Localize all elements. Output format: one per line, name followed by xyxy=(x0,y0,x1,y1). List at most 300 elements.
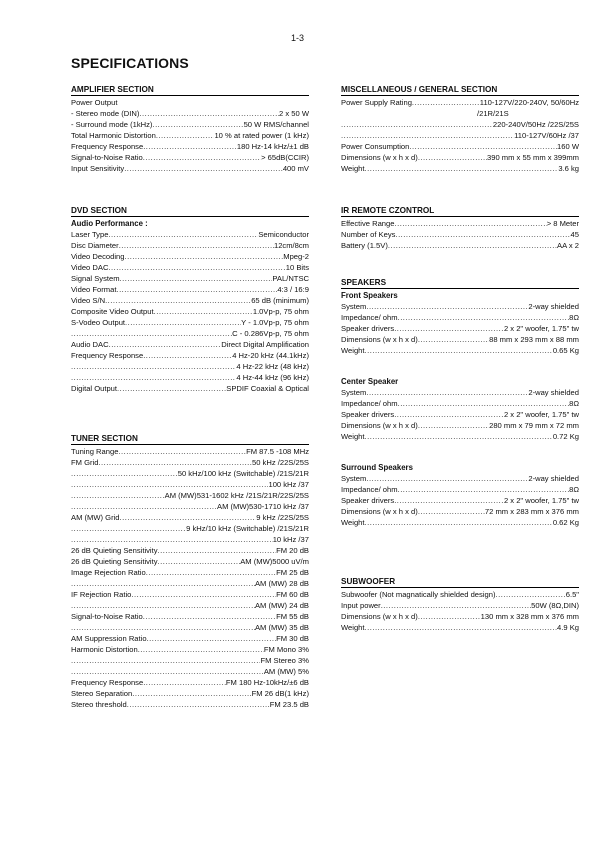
amplifier-section xyxy=(71,84,309,174)
spec-value: PAL/NTSC xyxy=(272,274,309,283)
dot-leader xyxy=(366,387,528,398)
spec-label: Impedance/ ohm xyxy=(341,485,398,494)
spec-value: 130 mm x 328 mm x 376 mm xyxy=(480,612,579,621)
spec-row xyxy=(71,446,309,457)
spec-label: Weight xyxy=(341,518,365,527)
spec-value: 280 mm x 79 mm x 72 mm xyxy=(489,421,579,430)
spec-value: 4 Hz-20 kHz (44.1kHz) xyxy=(232,351,309,360)
spec-row xyxy=(71,468,309,479)
dot-leader xyxy=(71,468,178,479)
spec-label: Power Consumption xyxy=(341,142,410,151)
spec-row xyxy=(341,398,579,409)
dot-leader xyxy=(71,666,264,677)
dot-leader xyxy=(71,578,255,589)
dot-leader xyxy=(366,301,528,312)
dot-leader xyxy=(496,589,566,600)
dot-leader xyxy=(365,517,553,528)
spec-label: Speaker drivers xyxy=(341,496,395,505)
page-number: 1-3 xyxy=(290,33,304,43)
spec-label: Total Harmonic Distortion xyxy=(71,131,156,140)
spec-value: 110-127V/60Hz /37 xyxy=(514,131,579,140)
spec-row xyxy=(341,108,579,119)
section-subtitle: Surround Speakers xyxy=(341,463,413,472)
spec-label: Audio DAC xyxy=(71,340,109,349)
spec-value: Y - 1.0Vp-p, 75 ohm xyxy=(241,318,309,327)
spec-label: Power Output xyxy=(71,98,118,107)
spec-value: 0.62 Kg xyxy=(552,518,579,527)
spec-value: 65 dB (minimum) xyxy=(251,296,309,305)
spec-value: Direct Digital Amplification xyxy=(221,340,309,349)
dot-leader xyxy=(341,130,514,141)
dot-leader xyxy=(139,108,279,119)
spec-row xyxy=(341,622,579,633)
spec-row xyxy=(71,240,309,251)
spec-value: 88 mm x 293 mm x 88 mm xyxy=(489,335,579,344)
dot-leader xyxy=(116,284,277,295)
dot-leader xyxy=(395,229,570,240)
spec-label: Input power xyxy=(341,601,381,610)
spec-row xyxy=(71,699,309,710)
dot-leader xyxy=(394,495,504,506)
spec-row xyxy=(71,688,309,699)
section-subtitle: Audio Performance : xyxy=(71,219,148,228)
spec-label: Impedance/ ohm xyxy=(341,313,398,322)
dot-leader xyxy=(398,312,570,323)
ir-remote-section xyxy=(341,205,579,251)
dot-leader xyxy=(409,141,557,152)
dot-leader xyxy=(138,644,264,655)
spec-label: AM Suppression Ratio xyxy=(71,634,147,643)
spec-row xyxy=(71,361,309,372)
spec-row xyxy=(71,251,309,262)
misc-section xyxy=(341,84,579,174)
spec-row xyxy=(341,600,579,611)
spec-value: 10 % at rated power (1 kHz) xyxy=(214,131,309,140)
spec-row xyxy=(71,611,309,622)
dot-leader xyxy=(152,119,243,130)
spec-label: Tuning Range xyxy=(71,447,119,456)
spec-row xyxy=(341,495,579,506)
spec-value: 2-way shielded xyxy=(528,474,579,483)
spec-label: Input Sensitivity xyxy=(71,164,125,173)
dot-leader xyxy=(365,345,553,356)
spec-value: FM Mono 3% xyxy=(263,645,309,654)
spec-row xyxy=(341,163,579,174)
dot-leader xyxy=(147,633,277,644)
spec-label: Image Rejection Ratio xyxy=(71,568,146,577)
spec-row xyxy=(71,339,309,350)
spec-value: AM (MW)5000 uV/m xyxy=(240,557,309,566)
spec-label: 26 dB Quieting Sensitivity xyxy=(71,546,158,555)
spec-label: Stereo threshold xyxy=(71,700,127,709)
dvd-section xyxy=(71,205,309,394)
spec-value: 9 kHz/10 kHz (Switchable) /21S/21R xyxy=(186,524,309,533)
spec-row xyxy=(71,589,309,600)
spec-value: 0.65 Kg xyxy=(552,346,579,355)
spec-row xyxy=(71,97,309,108)
spec-row xyxy=(71,295,309,306)
spec-value: Mpeg-2 xyxy=(283,252,309,261)
spec-value: 45 xyxy=(570,230,579,239)
dot-leader xyxy=(71,622,255,633)
spec-value: 10 kHz /37 xyxy=(272,535,309,544)
spec-row xyxy=(341,141,579,152)
spec-label: FM Grid xyxy=(71,458,99,467)
spec-value: FM 23.5 dB xyxy=(269,700,309,709)
dot-leader xyxy=(143,611,276,622)
dot-leader xyxy=(341,119,493,130)
dot-leader xyxy=(418,334,489,345)
spec-label: - Stereo mode (DIN) xyxy=(71,109,140,118)
spec-label: Signal-to-Noise Ratio xyxy=(71,153,143,162)
spec-value: 0.72 Kg xyxy=(552,432,579,441)
spec-label: Weight xyxy=(341,623,365,632)
dot-leader xyxy=(158,556,241,567)
spec-row xyxy=(71,512,309,523)
dot-leader xyxy=(108,262,285,273)
dot-leader xyxy=(394,409,504,420)
spec-label: Speaker drivers xyxy=(341,324,395,333)
spec-value: 2-way shielded xyxy=(528,302,579,311)
spec-row xyxy=(71,666,309,677)
spec-label: Frequency Response xyxy=(71,678,144,687)
dot-leader xyxy=(124,163,283,174)
spec-label: Impedance/ ohm xyxy=(341,399,398,408)
dot-leader xyxy=(124,251,283,262)
spec-label: Dimensions (w x h x d) xyxy=(341,421,418,430)
spec-row xyxy=(341,323,579,334)
spec-value: /21R/21S xyxy=(477,109,509,118)
dot-leader xyxy=(366,473,528,484)
spec-row xyxy=(341,431,579,442)
spec-value: FM 55 dB xyxy=(276,612,309,621)
spec-label: System xyxy=(341,474,367,483)
spec-value: > 8 Meter xyxy=(546,219,579,228)
dot-leader xyxy=(394,218,546,229)
spec-value: 2-way shielded xyxy=(528,388,579,397)
spec-rows xyxy=(341,97,579,174)
dot-leader xyxy=(388,240,557,251)
dot-leader xyxy=(412,97,480,108)
section-title: TUNER SECTION xyxy=(71,433,309,445)
spec-value: 50W (8Ω,DIN) xyxy=(531,601,579,610)
dot-leader xyxy=(418,611,481,622)
spec-value: 2 x 50 W xyxy=(279,109,309,118)
spec-value: 50 kHz /22S/25S xyxy=(252,458,309,467)
spec-label: Dimensions (w x h x d) xyxy=(341,153,418,162)
spec-row xyxy=(71,383,309,394)
spec-label: S-Vodeo Output xyxy=(71,318,126,327)
dot-leader xyxy=(132,688,251,699)
spec-rows xyxy=(341,473,579,528)
spec-label: Number of Keys xyxy=(341,230,396,239)
spec-value: 6.5" xyxy=(565,590,579,599)
spec-row xyxy=(71,152,309,163)
spec-row xyxy=(341,420,579,431)
spec-label: Harmonic Distortion xyxy=(71,645,138,654)
spec-rows xyxy=(341,387,579,442)
dot-leader xyxy=(365,431,553,442)
spec-label: Composite Video Output xyxy=(71,307,154,316)
dot-leader xyxy=(71,479,268,490)
spec-label: Effective Range xyxy=(341,219,395,228)
speakers-section xyxy=(341,277,579,528)
spec-label: Disc Diameter xyxy=(71,241,119,250)
spec-value: > 65dB(CCIR) xyxy=(261,153,309,162)
spec-row xyxy=(71,501,309,512)
section-title: SPEAKERS xyxy=(341,277,579,289)
spec-row xyxy=(341,229,579,240)
spec-row xyxy=(341,240,579,251)
spec-value: 10 Bits xyxy=(285,263,309,272)
dot-leader xyxy=(143,350,232,361)
dot-leader xyxy=(154,306,253,317)
spec-row xyxy=(71,567,309,578)
spec-row xyxy=(341,301,579,312)
dot-leader xyxy=(158,545,277,556)
dot-leader xyxy=(71,372,236,383)
spec-row xyxy=(71,490,309,501)
spec-value: AA x 2 xyxy=(557,241,579,250)
dot-leader xyxy=(127,699,270,710)
section-subtitle: Front Speakers xyxy=(341,291,398,300)
spec-label: Digital Output xyxy=(71,384,118,393)
dot-leader xyxy=(365,622,558,633)
dot-leader xyxy=(71,328,232,339)
spec-label: Frequency Response xyxy=(71,351,144,360)
spec-value: 8Ω xyxy=(569,485,579,494)
spec-value: 9 kHz /22S/25S xyxy=(256,513,309,522)
dot-leader xyxy=(125,317,241,328)
spec-row xyxy=(341,218,579,229)
dot-leader xyxy=(118,446,246,457)
spec-value: 400 mV xyxy=(282,164,309,173)
spec-row xyxy=(71,578,309,589)
spec-label: Weight xyxy=(341,432,365,441)
dot-leader xyxy=(117,383,226,394)
spec-row xyxy=(341,506,579,517)
spec-label: Dimensions (w x h x d) xyxy=(341,612,418,621)
spec-value: FM 25 dB xyxy=(276,568,309,577)
spec-value: 1.0Vp-p, 75 ohm xyxy=(252,307,309,316)
spec-value: C - 0.286Vp-p, 75 ohm xyxy=(232,329,309,338)
spec-row xyxy=(71,534,309,545)
spec-label: Signal-to-Noise Ratio xyxy=(71,612,143,621)
dot-leader xyxy=(105,295,251,306)
spec-row xyxy=(71,317,309,328)
spec-label: Video DAC xyxy=(71,263,109,272)
spec-row xyxy=(341,345,579,356)
spec-row xyxy=(71,622,309,633)
spec-label: Subwoofer (Not magnatically shielded design) xyxy=(341,590,496,599)
spec-value: FM 20 dB xyxy=(276,546,309,555)
spec-row xyxy=(71,556,309,567)
spec-row xyxy=(71,644,309,655)
spec-value: 50 W RMS/channel xyxy=(243,120,309,129)
spec-value: FM 26 dB(1 kHz) xyxy=(251,689,309,698)
dot-leader xyxy=(381,600,531,611)
spec-value: 8Ω xyxy=(569,399,579,408)
spec-label: Video S/N xyxy=(71,296,106,305)
surround-speakers xyxy=(341,462,579,528)
spec-row xyxy=(71,677,309,688)
spec-value: Semiconductor xyxy=(258,230,309,239)
spec-label: Stereo Separation xyxy=(71,689,133,698)
spec-value: SPDIF Coaxial & Optical xyxy=(226,384,309,393)
spec-label: Dimensions (w x h x d) xyxy=(341,507,418,516)
spec-label: Video Format xyxy=(71,285,117,294)
dot-leader xyxy=(398,398,570,409)
spec-row xyxy=(71,545,309,556)
center-speaker xyxy=(341,376,579,442)
dot-leader xyxy=(71,490,165,501)
spec-label: Battery (1.5V) xyxy=(341,241,388,250)
section-title: DVD SECTION xyxy=(71,205,309,217)
spec-value: 100 kHz /37 xyxy=(268,480,309,489)
dot-leader xyxy=(131,589,276,600)
spec-label: Signal System xyxy=(71,274,120,283)
spec-row xyxy=(341,97,579,108)
dot-leader xyxy=(394,323,504,334)
dot-leader xyxy=(108,229,258,240)
spec-row xyxy=(71,372,309,383)
spec-value: 4 Hz-44 kHz (96 kHz) xyxy=(236,373,309,382)
dot-leader xyxy=(71,501,217,512)
spec-row xyxy=(341,409,579,420)
tuner-section xyxy=(71,433,309,710)
spec-row xyxy=(341,611,579,622)
dot-leader xyxy=(71,655,260,666)
spec-value: AM (MW) 5% xyxy=(263,667,309,676)
spec-label: Speaker drivers xyxy=(341,410,395,419)
spec-rows xyxy=(341,218,579,251)
dot-leader xyxy=(119,240,274,251)
spec-label: Frequency Response xyxy=(71,142,144,151)
spec-value: AM (MW)530-1710 kHz /37 xyxy=(217,502,309,511)
spec-row xyxy=(341,387,579,398)
spec-label: IF Rejection Ratio xyxy=(71,590,132,599)
spec-label: Weight xyxy=(341,346,365,355)
spec-value: 4 Hz-22 kHz (48 kHz) xyxy=(236,362,309,371)
spec-row xyxy=(341,130,579,141)
spec-row xyxy=(71,229,309,240)
spec-label: Dimensions (w x h x d) xyxy=(341,335,418,344)
spec-value: 390 mm x 55 mm x 399mm xyxy=(487,153,579,162)
spec-row xyxy=(71,523,309,534)
spec-value: 72 mm x 283 mm x 376 mm xyxy=(484,507,579,516)
dot-leader xyxy=(98,457,252,468)
spec-label: Weight xyxy=(341,164,365,173)
spec-value: AM (MW) 35 dB xyxy=(254,623,309,632)
spec-value: 50 kHz/100 kHz (Switchable) /21S/21R xyxy=(177,469,309,478)
dot-leader xyxy=(418,152,487,163)
spec-rows xyxy=(71,446,309,710)
dot-leader xyxy=(418,506,485,517)
dot-leader xyxy=(120,273,273,284)
dot-leader xyxy=(143,141,237,152)
spec-row xyxy=(71,655,309,666)
spec-row xyxy=(71,479,309,490)
dot-leader xyxy=(365,163,559,174)
spec-row xyxy=(71,633,309,644)
dot-leader xyxy=(143,152,261,163)
section-title: MISCELLANEOUS / GENERAL SECTION xyxy=(341,84,579,96)
spec-row xyxy=(341,334,579,345)
spec-label: AM (MW) Grid xyxy=(71,513,120,522)
dot-leader xyxy=(143,677,226,688)
dot-leader xyxy=(120,512,257,523)
spec-row xyxy=(71,284,309,295)
spec-value: FM 180 Hz-10kHz/±6 dB xyxy=(225,678,309,687)
spec-row xyxy=(341,119,579,130)
section-title: SUBWOOFER xyxy=(341,576,579,588)
spec-value: FM 60 dB xyxy=(276,590,309,599)
spec-value: 110-127V/220-240V, 50/60Hz xyxy=(479,98,579,107)
dot-leader xyxy=(71,361,236,372)
spec-row xyxy=(341,152,579,163)
spec-rows xyxy=(341,589,579,633)
spec-row xyxy=(71,141,309,152)
spec-row xyxy=(71,306,309,317)
spec-row xyxy=(341,484,579,495)
spec-label: 26 dB Quieting Sensitivity xyxy=(71,557,158,566)
spec-rows xyxy=(71,229,309,394)
spec-row xyxy=(341,473,579,484)
dot-leader xyxy=(156,130,215,141)
dot-leader xyxy=(398,484,570,495)
dot-leader xyxy=(109,339,222,350)
spec-value: 2 x 2" woofer, 1.75" tw xyxy=(503,324,579,333)
spec-rows xyxy=(341,301,579,356)
spec-label: System xyxy=(341,388,367,397)
spec-row xyxy=(71,119,309,130)
dot-leader xyxy=(418,420,489,431)
spec-label: Laser Type xyxy=(71,230,109,239)
dot-leader xyxy=(71,534,273,545)
spec-value: AM (MW)531-1602 kHz /21S/21R/22S/25S xyxy=(164,491,309,500)
spec-label: Power Supply Rating xyxy=(341,98,412,107)
spec-row xyxy=(71,262,309,273)
spec-row xyxy=(71,457,309,468)
spec-value: 12cm/8cm xyxy=(273,241,309,250)
spec-row xyxy=(341,312,579,323)
spec-value: AM (MW) 28 dB xyxy=(254,579,309,588)
spec-row xyxy=(71,130,309,141)
spec-value: 220-240V/50Hz /22S/25S xyxy=(492,120,579,129)
spec-row xyxy=(341,589,579,600)
spec-value: 4.9 Kg xyxy=(557,623,579,632)
spec-rows xyxy=(71,97,309,174)
section-subtitle: Center Speaker xyxy=(341,377,399,386)
spec-value: 3.6 kg xyxy=(558,164,579,173)
section-title: IR REMOTE CZONTROL xyxy=(341,205,579,217)
spec-value: 2 x 2" woofer, 1.75" tw xyxy=(503,496,579,505)
spec-value: 160 W xyxy=(557,142,579,151)
dot-leader xyxy=(71,600,255,611)
spec-value: FM 30 dB xyxy=(276,634,309,643)
dot-leader xyxy=(146,567,276,578)
spec-row xyxy=(71,273,309,284)
spec-value: AM (MW) 24 dB xyxy=(254,601,309,610)
spec-label: System xyxy=(341,302,367,311)
spec-label: Video Decoding xyxy=(71,252,125,261)
dot-leader xyxy=(71,523,186,534)
spec-value: 4:3 / 16:9 xyxy=(277,285,309,294)
spec-label: - Surround mode (1kHz) xyxy=(71,120,153,129)
spec-value: 180 Hz-14 kHz/±1 dB xyxy=(236,142,309,151)
spec-value: FM Stereo 3% xyxy=(260,656,309,665)
spec-row xyxy=(71,350,309,361)
